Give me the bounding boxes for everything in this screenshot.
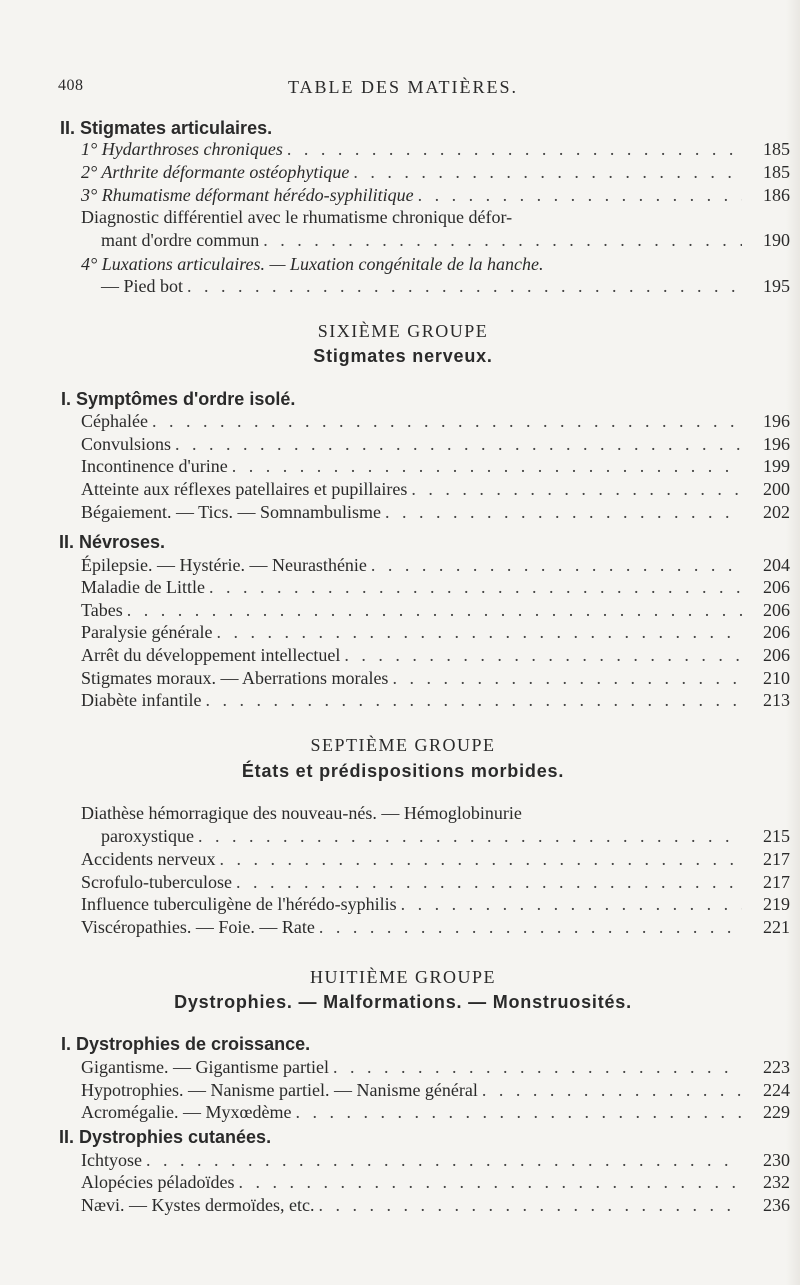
dot-leader xyxy=(353,162,742,183)
dot-leader xyxy=(263,230,742,251)
entry-page: 206 xyxy=(763,622,790,642)
entry-page: 206 xyxy=(763,645,790,665)
dot-leader xyxy=(482,1080,742,1101)
entry-page: 195 xyxy=(763,276,790,296)
entry-text: 1° Hydarthroses chroniques xyxy=(81,139,283,159)
entry-page: 185 xyxy=(763,162,790,182)
toc-entry[interactable] xyxy=(0,276,790,301)
entry-page: 224 xyxy=(763,1080,790,1100)
entry-text: Atteinte aux réflexes patellaires et pupillaires xyxy=(81,479,408,499)
toc-entry-line: 4° Luxations articulaires. — Luxation congénitale de la hanche. xyxy=(81,254,544,274)
entry-text: Incontinence d'urine xyxy=(81,456,228,476)
group-subtitle: Stigmates nerveux. xyxy=(313,346,493,366)
entry-text: Bégaiement. — Tics. — Somnambulisme xyxy=(81,502,381,522)
dot-leader xyxy=(216,622,742,643)
toc-entry-line: Diagnostic différentiel avec le rhumatisme chronique défor- xyxy=(81,207,513,227)
entry-page: 210 xyxy=(763,668,790,688)
toc-entry[interactable] xyxy=(0,230,790,255)
dot-leader xyxy=(209,577,742,598)
toc-entry[interactable] xyxy=(0,139,790,164)
dot-leader xyxy=(295,1102,742,1123)
dot-leader xyxy=(198,826,742,847)
entry-text: paroxystique xyxy=(101,826,194,846)
dot-leader xyxy=(187,276,742,297)
toc-entry[interactable] xyxy=(0,1195,790,1220)
entry-text: Accidents nerveux xyxy=(81,849,216,869)
entry-text: Viscéropathies. — Foie. — Rate xyxy=(81,917,315,937)
entry-text: Épilepsie. — Hystérie. — Neurasthénie xyxy=(81,555,367,575)
entry-text: mant d'ordre commun xyxy=(101,230,260,250)
entry-text: Acromégalie. — Myxœdème xyxy=(81,1102,292,1122)
entry-page: 200 xyxy=(763,479,790,499)
toc-entry[interactable] xyxy=(0,1057,790,1082)
toc-entry[interactable] xyxy=(0,1172,790,1197)
dot-leader xyxy=(152,411,742,432)
entry-text: 3° Rhumatisme déformant hérédo-syphilitique xyxy=(81,185,414,205)
dot-leader xyxy=(205,690,742,711)
entry-text: Ichtyose xyxy=(81,1150,142,1170)
entry-page: 213 xyxy=(763,690,790,710)
section-heading: II. Névroses. xyxy=(59,532,166,552)
dot-leader xyxy=(344,645,742,666)
entry-text: Nævi. — Kystes dermoïdes, etc. xyxy=(81,1195,315,1215)
section-heading: I. Dystrophies de croissance. xyxy=(61,1034,311,1054)
dot-leader xyxy=(401,894,742,915)
entry-page: 206 xyxy=(763,577,790,597)
entry-page: 236 xyxy=(763,1195,790,1215)
running-header xyxy=(58,77,748,103)
entry-text: Arrêt du développement intellectuel xyxy=(81,645,341,665)
group-subtitle: Dystrophies. — Malformations. — Monstruosités. xyxy=(174,992,632,1012)
toc-entry-line: Diathèse hémorragique des nouveau-nés. — Hémoglobinurie xyxy=(81,803,522,823)
entry-page: 230 xyxy=(763,1150,790,1170)
dot-leader xyxy=(219,849,742,870)
entry-page: 232 xyxy=(763,1172,790,1192)
entry-page: 217 xyxy=(763,849,790,869)
dot-leader xyxy=(392,668,742,689)
dot-leader xyxy=(236,872,742,893)
entry-page: 217 xyxy=(763,872,790,892)
entry-text: Hypotrophies. — Nanisme partiel. — Nanisme général xyxy=(81,1080,478,1100)
dot-leader xyxy=(319,917,742,938)
group-title: SIXIÈME GROUPE xyxy=(317,321,489,341)
entry-text: Influence tuberculigène de l'hérédo-syphilis xyxy=(81,894,397,914)
entry-page: 199 xyxy=(763,456,790,476)
toc-entry[interactable] xyxy=(0,690,790,715)
group-title: SEPTIÈME GROUPE xyxy=(310,735,496,755)
dot-leader xyxy=(411,479,742,500)
toc-entry[interactable] xyxy=(0,411,790,436)
page-number: 408 xyxy=(58,77,84,94)
section-heading: II. Dystrophies cutanées. xyxy=(59,1127,272,1147)
toc-entry[interactable] xyxy=(0,917,790,942)
toc-entry[interactable] xyxy=(0,479,790,504)
dot-leader xyxy=(146,1150,742,1171)
entry-page: 190 xyxy=(763,230,790,250)
entry-text: Céphalée xyxy=(81,411,148,431)
entry-text: Stigmates moraux. — Aberrations morales xyxy=(81,668,389,688)
dot-leader xyxy=(238,1172,742,1193)
toc-entry[interactable] xyxy=(0,162,790,187)
entry-text: Tabes xyxy=(81,600,123,620)
toc-entry[interactable] xyxy=(0,456,790,481)
dot-leader xyxy=(333,1057,742,1078)
entry-page: 206 xyxy=(763,600,790,620)
group-title: HUITIÈME GROUPE xyxy=(310,967,496,987)
entry-text: 2° Arthrite déformante ostéophytique xyxy=(81,162,350,182)
toc-entry[interactable] xyxy=(0,894,790,919)
entry-page: 204 xyxy=(763,555,790,575)
toc-entry[interactable] xyxy=(0,502,790,527)
entry-page: 223 xyxy=(763,1057,790,1077)
entry-page: 196 xyxy=(763,411,790,431)
toc-entry[interactable] xyxy=(0,849,790,874)
entry-page: 196 xyxy=(763,434,790,454)
entry-page: 221 xyxy=(763,917,790,937)
entry-text: Gigantisme. — Gigantisme partiel xyxy=(81,1057,329,1077)
running-title: TABLE DES MATIÈRES. xyxy=(287,77,519,97)
toc-entry[interactable] xyxy=(0,1102,790,1127)
group-subtitle: États et prédispositions morbides. xyxy=(241,761,565,781)
entry-text: Paralysie générale xyxy=(81,622,213,642)
entry-page: 219 xyxy=(763,894,790,914)
dot-leader xyxy=(175,434,742,455)
dot-leader xyxy=(371,555,742,576)
dot-leader xyxy=(232,456,742,477)
toc-entry[interactable] xyxy=(0,645,790,670)
toc-entry[interactable] xyxy=(0,622,790,647)
dot-leader xyxy=(318,1195,742,1216)
entry-text: Maladie de Little xyxy=(81,577,205,597)
dot-leader xyxy=(385,502,742,523)
entry-text: Diabète infantile xyxy=(81,690,202,710)
dot-leader xyxy=(127,600,742,621)
entry-text: — Pied bot xyxy=(101,276,184,296)
dot-leader xyxy=(418,185,742,206)
toc-entry[interactable] xyxy=(0,826,790,851)
entry-text: Alopécies péladoïdes xyxy=(81,1172,235,1192)
entry-page: 186 xyxy=(763,185,790,205)
section-heading: I. Symptômes d'ordre isolé. xyxy=(61,389,296,409)
entry-page: 202 xyxy=(763,502,790,522)
section-heading: II. Stigmates articulaires. xyxy=(60,118,273,138)
entry-page: 215 xyxy=(763,826,790,846)
entry-page: 185 xyxy=(763,139,790,159)
entry-text: Convulsions xyxy=(81,434,172,454)
entry-page: 229 xyxy=(763,1102,790,1122)
entry-text: Scrofulo-tuberculose xyxy=(81,872,232,892)
toc-entry[interactable] xyxy=(0,577,790,602)
dot-leader xyxy=(287,139,742,160)
